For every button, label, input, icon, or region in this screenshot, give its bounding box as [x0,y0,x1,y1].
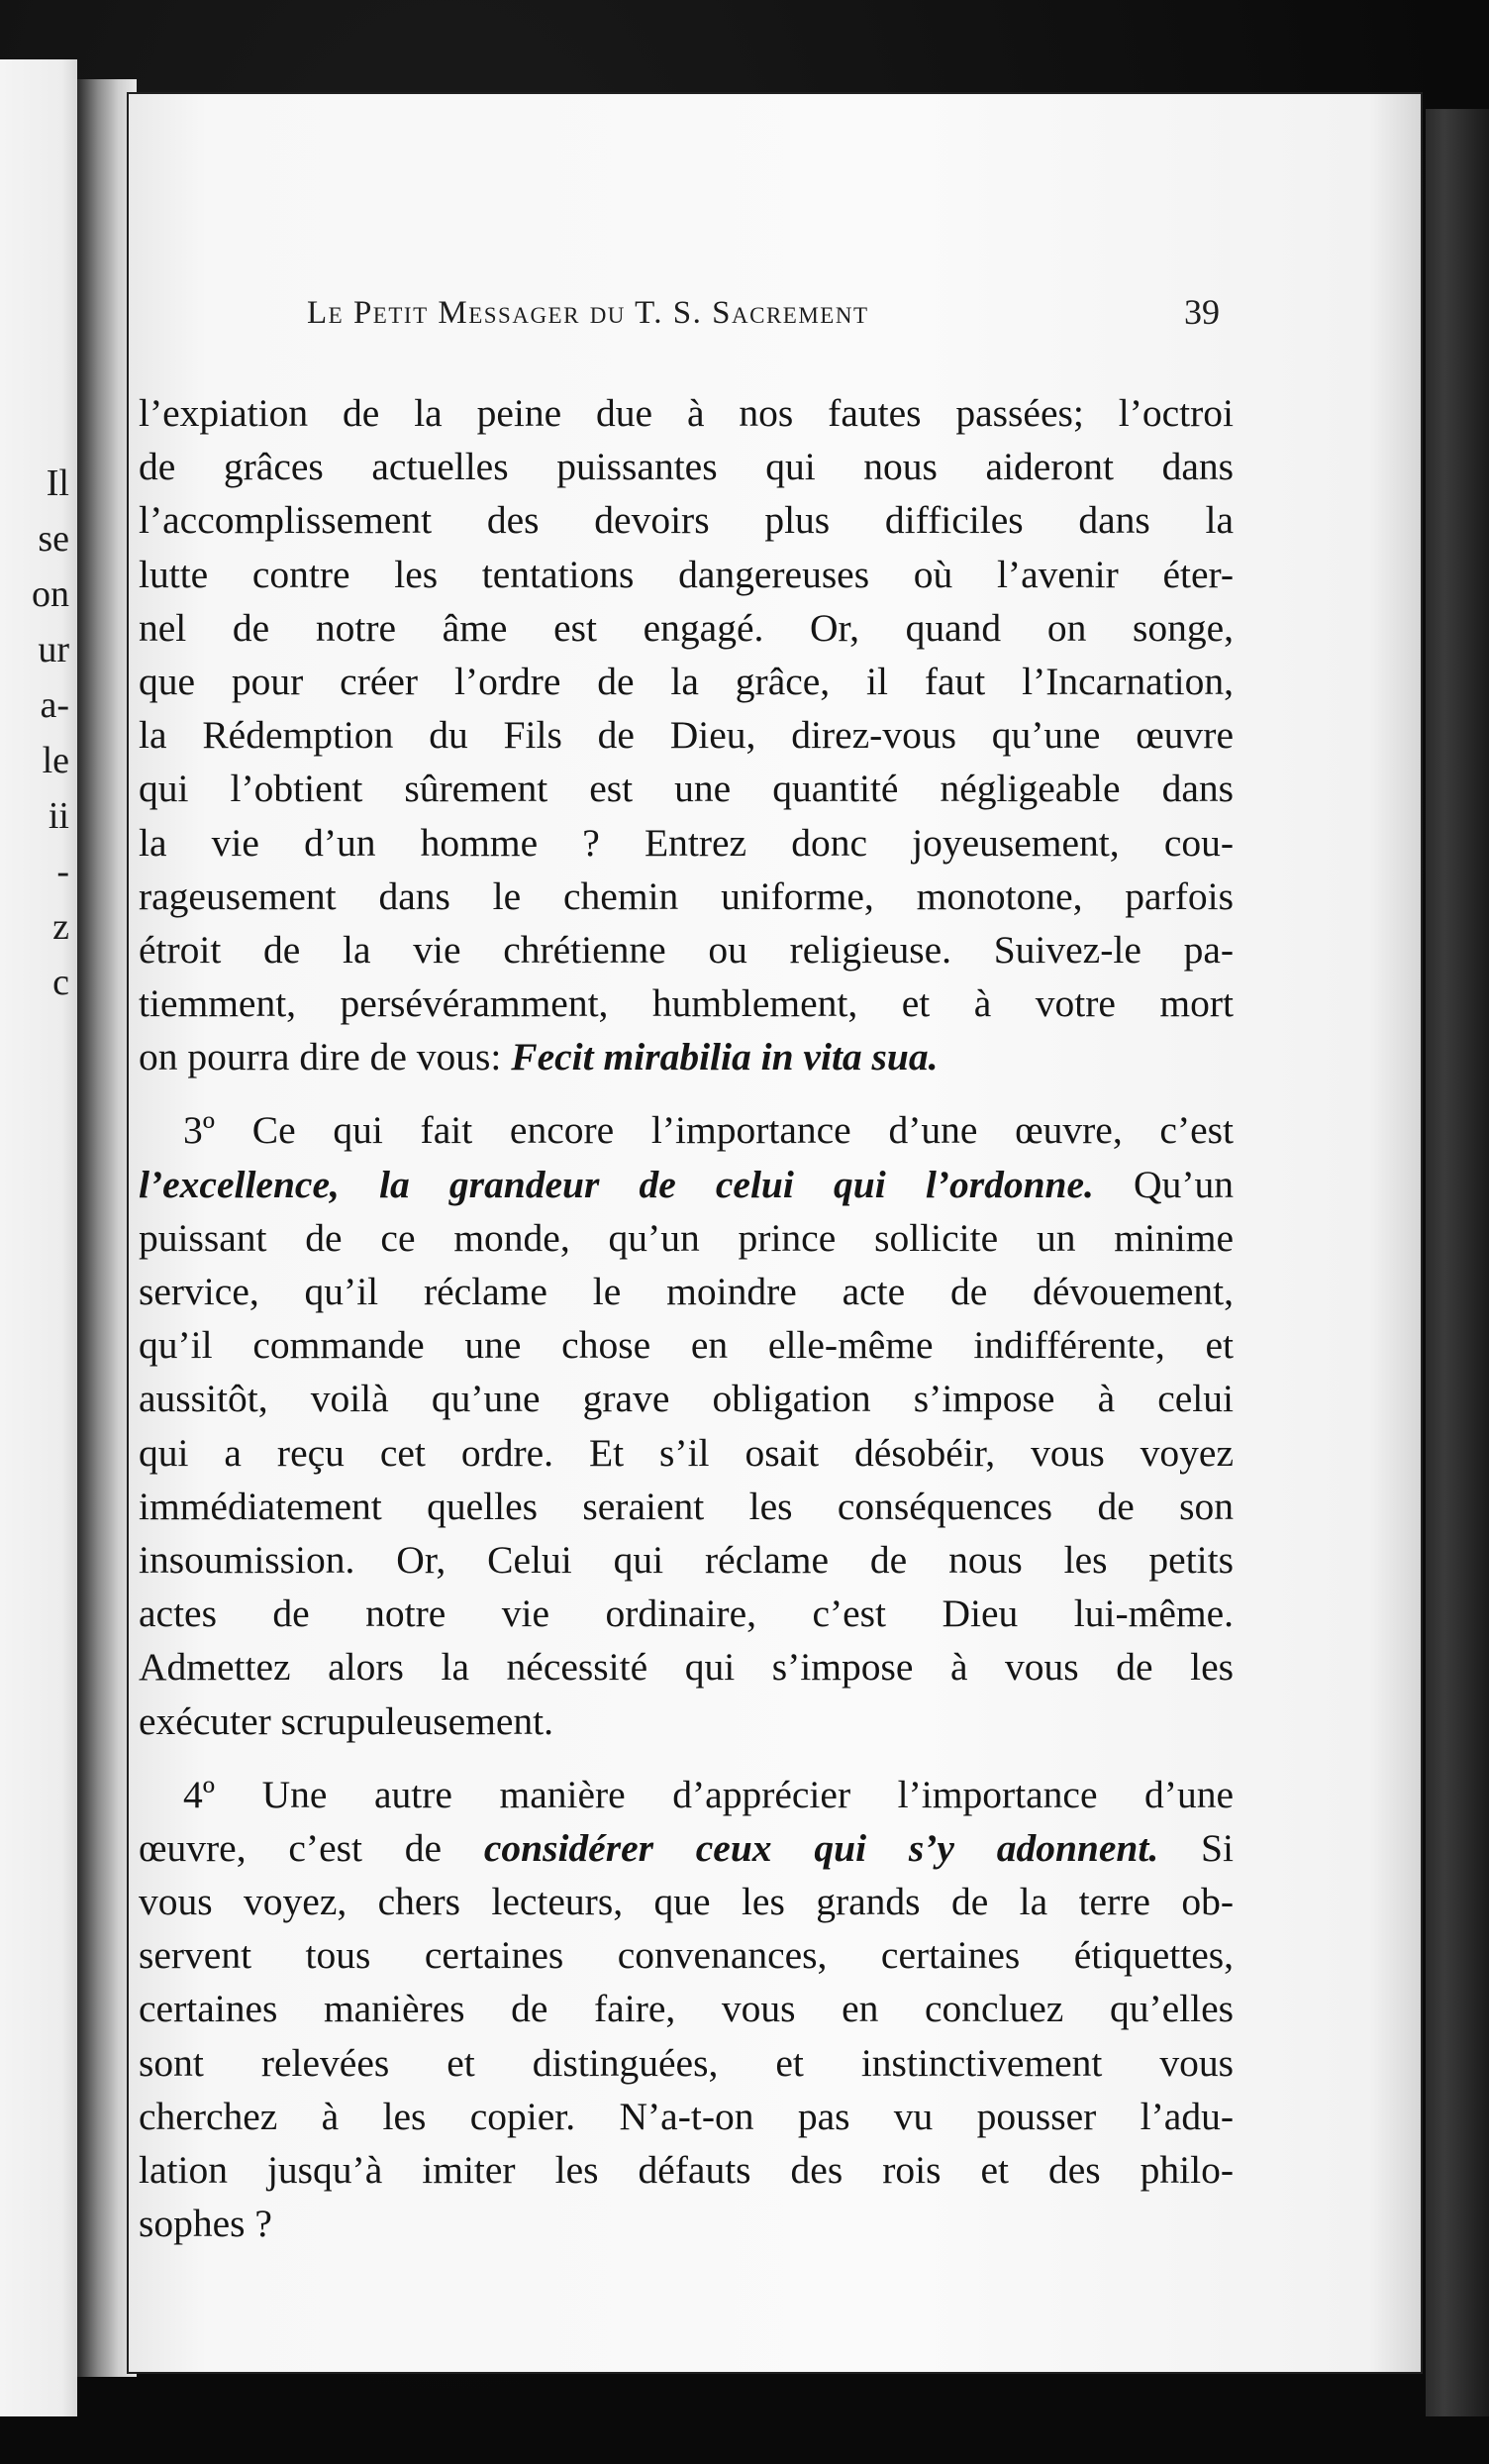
text-line: rageusement dans le chemin uniforme, monotone, parfois [139,873,1234,918]
running-title: Le Petit Messager du T. S. Sacrement [307,295,869,331]
text-line [139,1030,1234,1083]
fragment: le [42,740,69,781]
text-line: lation jusqu’à imiter les défauts des rois et des philo- [139,2148,1234,2192]
text-line: de grâces actuelles puissantes qui nous aideront dans [139,445,1234,489]
text-line: aussitôt, voilà qu’une grave obligation s’impose à celui [139,1377,1234,1421]
line-text: Qu’un [1093,1162,1234,1206]
text-line: servent tous certaines convenances, certaines étiquettes, [139,1933,1234,1978]
text-line: Admettez alors la nécessité qui s’impose à vous de les [139,1645,1234,1690]
text-line: certaines manières de faire, vous en concluez qu’elles [139,1987,1234,2031]
text-line: l’accomplissement des devoirs plus difficiles dans la [139,498,1234,543]
page-body [139,386,1234,2250]
page-number: 39 [1184,292,1220,332]
text-line: étroit de la vie chrétienne ou religieuse. Suivez-le pa- [139,927,1234,972]
emphasis-text: considérer ceux qui s’y adonnent. [483,1825,1159,1870]
facing-page-text-fragments [0,456,69,1010]
book-gutter-shadow [77,79,137,2377]
text-line: service, qu’il réclame le moindre acte de dévouement, [139,1270,1234,1313]
text-line: la vie d’un homme ? Entrez donc joyeusement, cou- [139,820,1234,865]
text-line: sont relevées et distinguées, et instinctivement vous [139,2040,1234,2085]
emphasis-text: l’excellence, la grandeur de celui qui l’ordonne. [139,1162,1094,1206]
text-line: exécuter scrupuleusement. [139,1698,553,1743]
fragment: ur [38,629,69,670]
fragment: c [52,962,69,1003]
text-line: immédiatement quelles seraient les conséquences de son [139,1484,1234,1528]
text-line: qu’il commande une chose en elle-même indifférente, et [139,1323,1234,1368]
text-line: lutte contre les tentations dangereuses où l’avenir éter- [139,552,1234,596]
text-line: puissant de ce monde, qu’un prince sollicite un minime [139,1215,1234,1260]
text-line: cherchez à les copier. N’a-t-on pas vu pousser l’adu- [139,2094,1234,2138]
paragraph-1 [139,386,1234,1083]
fragment: on [32,573,69,615]
fragment: se [38,518,69,560]
fragment: a- [40,684,69,726]
text-line: vous voyez, chers lecteurs, que les grands de la terre ob- [139,1880,1234,1924]
line-text: Si [1158,1825,1234,1870]
text-line: insoumission. Or, Celui qui réclame de nous les petits [139,1537,1234,1582]
fragment: ii [48,795,69,837]
text-line: sophes ? [139,2202,272,2246]
text-line: tiemment, persévéramment, humblement, et à votre mort [139,981,1234,1026]
fragment: Il [46,462,69,504]
text-line: que pour créer l’ordre de la grâce, il faut l’Incarnation, [139,659,1234,703]
text-line: qui l’obtient sûrement est une quantité négligeable dans [139,767,1234,811]
text-line: 4º Une autre manière d’apprécier l’importance d’une [183,1772,1234,1816]
text-line: la Rédemption du Fils de Dieu, direz-vous qu’une œuvre [139,713,1234,758]
text-line [139,1821,1234,1875]
text-line: qui a reçu cet ordre. Et s’il osait désobéir, vous voyez [139,1430,1234,1475]
page-fore-edge [1426,109,1489,2416]
text-line: nel de notre âme est engagé. Or, quand on songe, [139,605,1234,650]
latin-quote: Fecit mirabilia in vita sua. [511,1035,939,1079]
text-line: actes de notre vie ordinaire, c’est Dieu lui-même. [139,1591,1234,1636]
facing-page-edge [0,59,77,2416]
fragment: z [52,906,69,948]
text-line [139,1158,1234,1211]
paragraph-3 [139,1768,1234,2251]
line-text: œuvre, c’est de [139,1825,484,1870]
paragraph-2 [139,1103,1234,1747]
line-text: on pourra dire de vous: [139,1035,512,1079]
text-line: l’expiation de la peine due à nos fautes passées; l’octroi [139,391,1234,435]
fragment: - [56,851,69,892]
text-line: 3º Ce qui fait encore l’importance d’une œuvre, c’est [183,1108,1234,1153]
